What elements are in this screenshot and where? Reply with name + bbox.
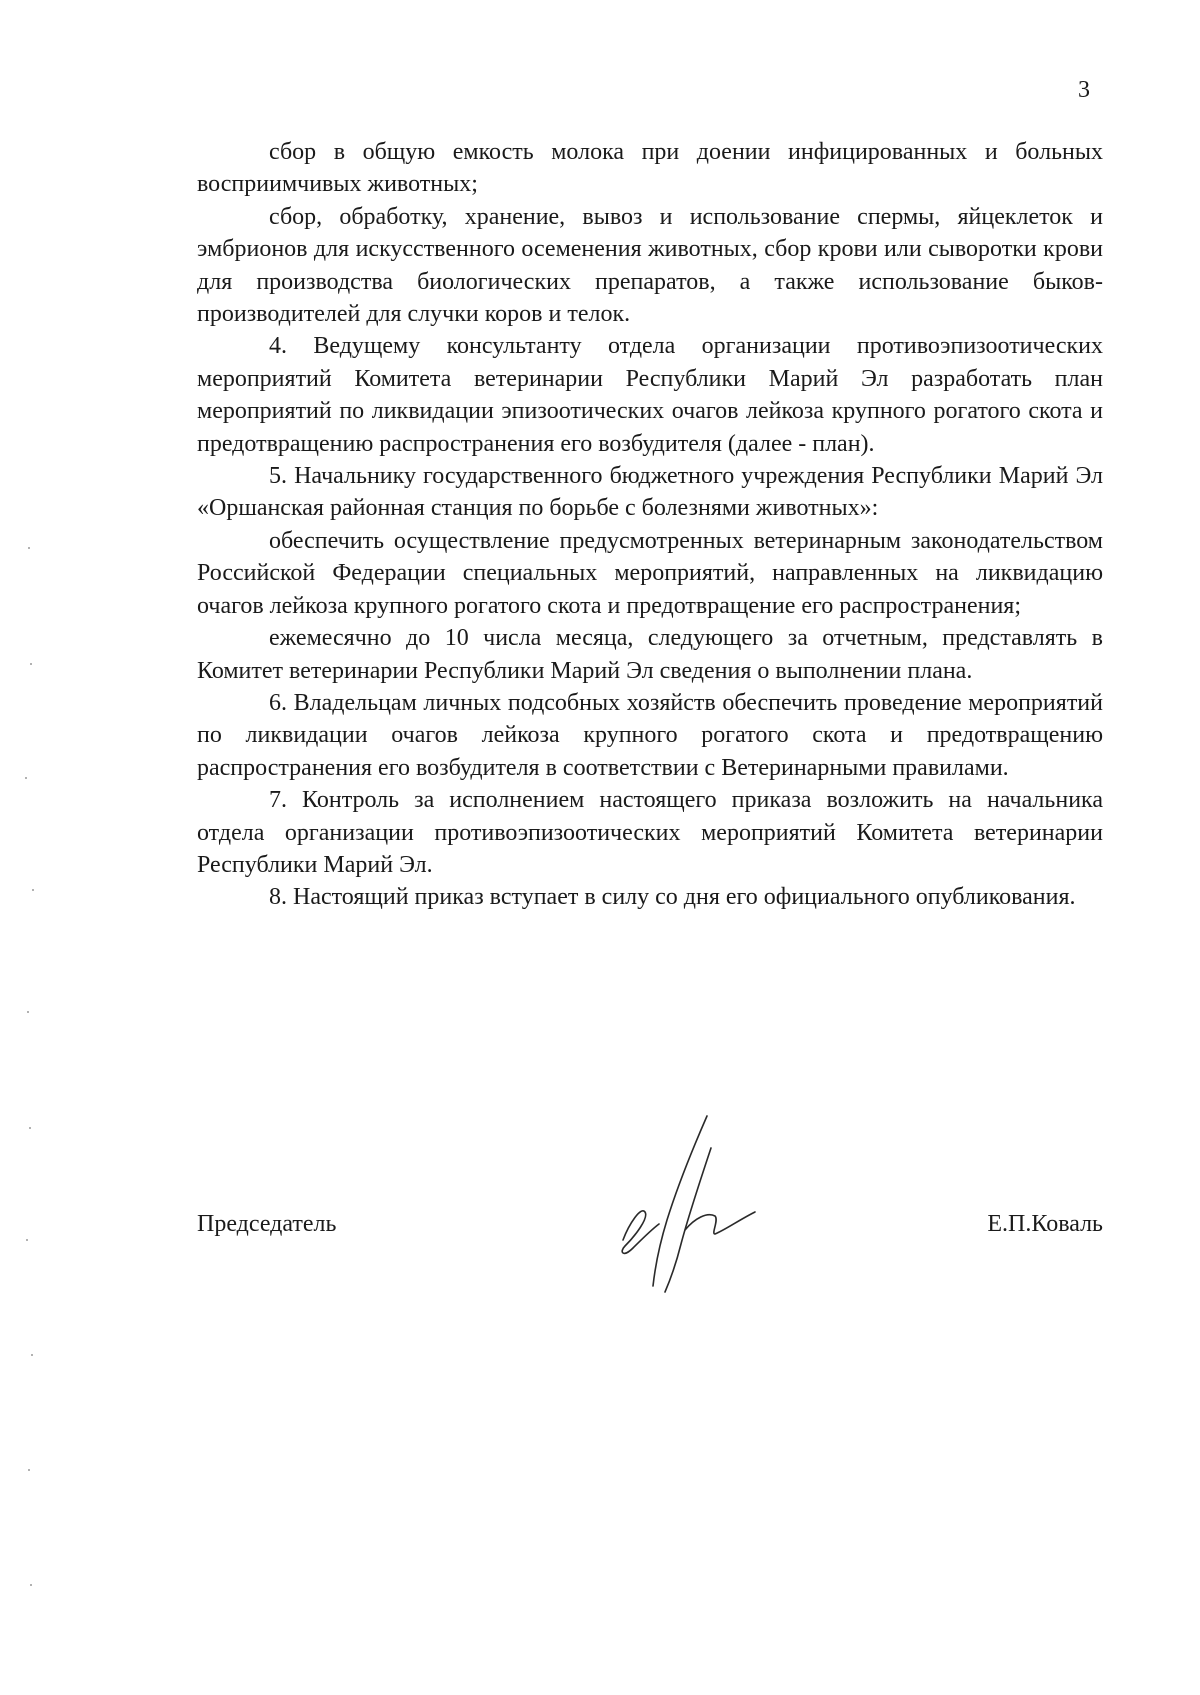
paragraph: сбор в общую емкость молока при доении инфицированных и больных восприимчивых животных; bbox=[197, 139, 1103, 198]
scan-speck-marks bbox=[0, 0, 40, 1695]
paragraph: ежемесячно до 10 числа месяца, следующего за отчетным, представлять в Комитет ветеринарии Республики Марий Эл сведения о выполнении плана. bbox=[197, 625, 1103, 684]
signature-block bbox=[197, 1108, 1103, 1298]
page-number: 3 bbox=[1078, 77, 1090, 103]
paragraph: сбор, обработку, хранение, вывоз и использование спермы, яйцеклеток и эмбрионов для искусственного осеменения животных, сбор крови или сыворотки крови для производства биологических препаратов, а также использование быков-производителей для случки коров и телок. bbox=[197, 203, 1103, 328]
paragraph: 4. Ведущему консультанту отдела организации противоэпизоотических мероприятий Комитета ветеринарии Республики Марий Эл разработать план мероприятий по ликвидации эпизоотических очагов лейкоза крупного рогатого скота и предотвращению распространения его возбудителя (далее - план). bbox=[197, 333, 1103, 457]
paragraph: обеспечить осуществление предусмотренных ветеринарным законодательством Российской Федерации специальных мероприятий, направленных на ликвидацию очагов лейкоза крупного рогатого скота и предотвращение его распространения; bbox=[197, 527, 1103, 619]
paragraph: 8. Настоящий приказ вступает в силу со дня его официального опубликования. bbox=[269, 884, 1076, 911]
signatory-name: Е.П.Коваль bbox=[987, 1211, 1103, 1237]
document-body bbox=[197, 136, 1103, 914]
signatory-title: Председатель bbox=[197, 1211, 337, 1237]
paragraph: 6. Владельцам личных подсобных хозяйств обеспечить проведение мероприятий по ликвидации очагов лейкоза крупного рогатого скота и предотвращению распространения его возбудителя в соответствии с Ветеринарными правилами. bbox=[197, 689, 1103, 781]
paragraph: 5. Начальнику государственного бюджетного учреждения Республики Марий Эл «Оршанская районная станция по борьбе с болезнями животных»: bbox=[197, 463, 1103, 522]
paragraph: 7. Контроль за исполнением настоящего приказа возложить на начальника отдела организации противоэпизоотических мероприятий Комитета ветеринарии Республики Марий Эл. bbox=[197, 787, 1103, 878]
handwritten-signature bbox=[615, 1108, 775, 1298]
